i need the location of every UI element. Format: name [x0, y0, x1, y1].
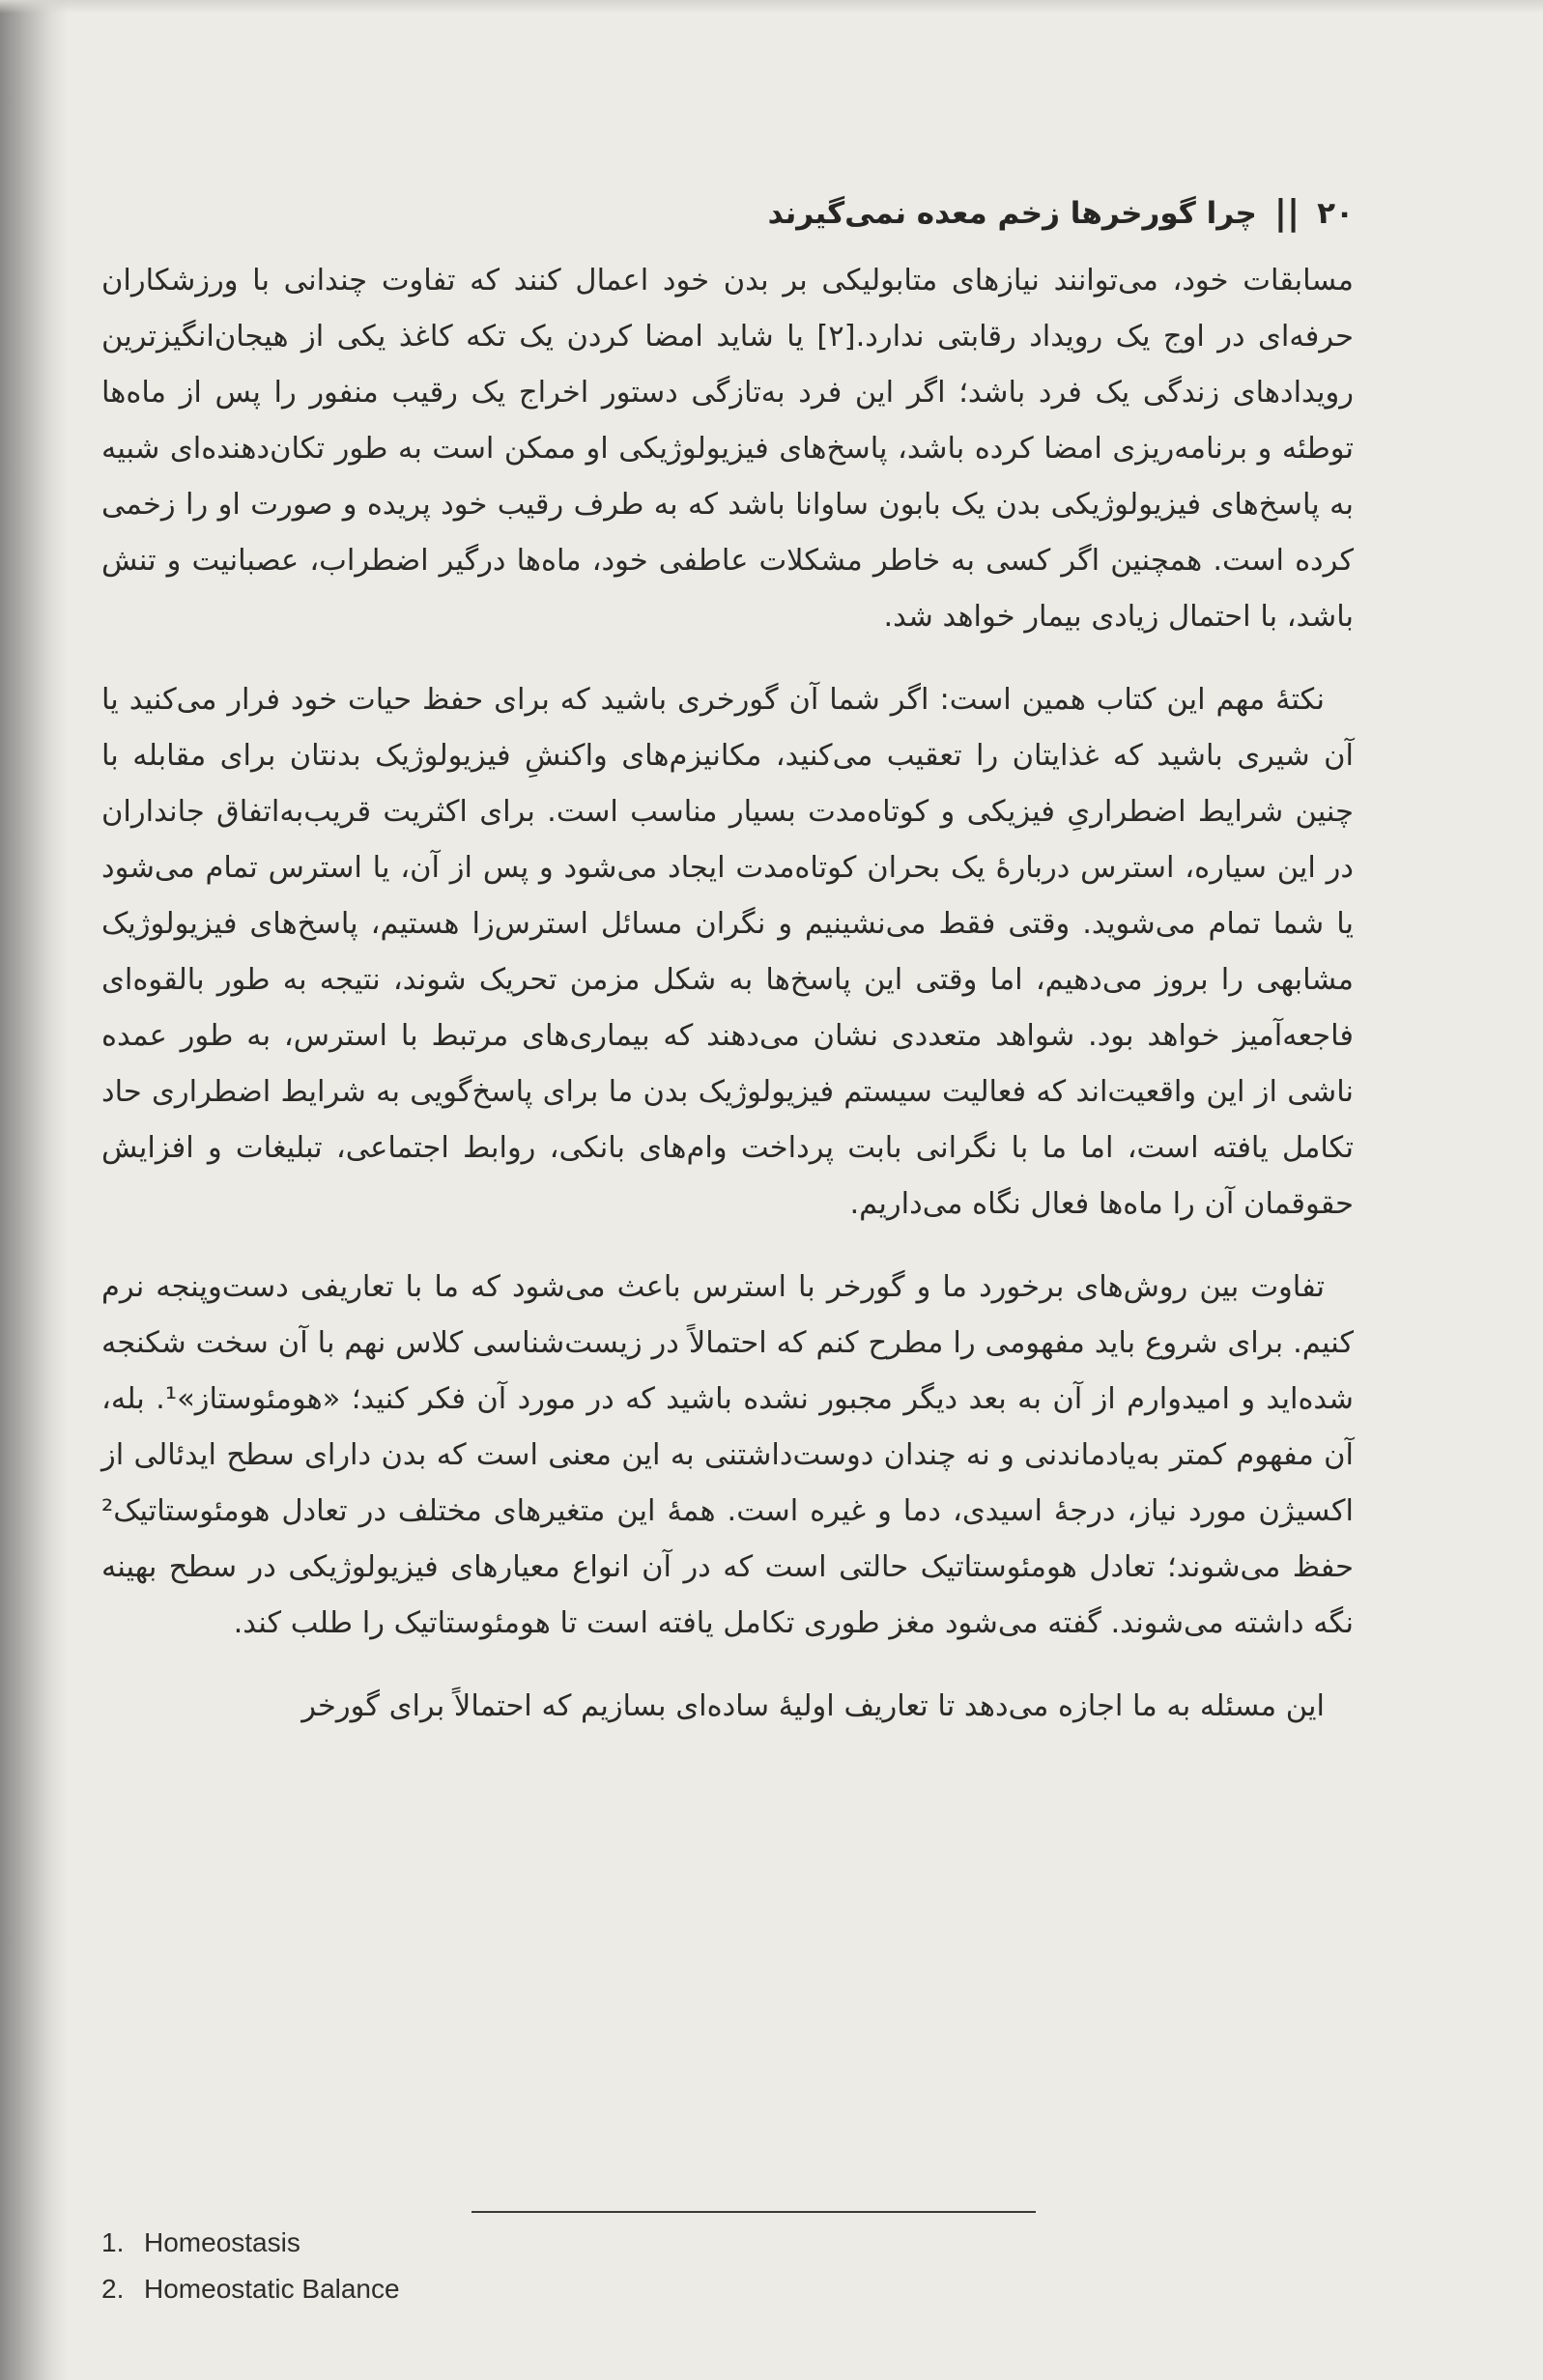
footnote-text: Homeostatic Balance — [144, 2274, 400, 2304]
header-separator: || — [1273, 193, 1300, 233]
footnote-number: 2. — [101, 2274, 125, 2304]
paragraph-2: نکتهٔ مهم این کتاب همین است: اگر شما آن گورخری باشید که برای حفظ حیات خود فرار می‌کنید یا آن شیری باشید که غذایتان را تعقیب می‌کنید، مکانیزم‌های واکنشِ فیزیولوژیک بدنتان برای مقابله با چنین شرایط اضطراریِ فیزیکی و کوتاه‌مدت بسیار مناسب است. برای اکثریت قریب‌به‌اتفاق جانداران در این سیاره، استرس دربارهٔ یک بحران کوتاه‌مدت ایجاد می‌شود و پس از آن، یا استرس تمام می‌شود یا شما تمام می‌شوید. وقتی فقط می‌نشینیم و نگران مسائل استرس‌زا هستیم، پاسخ‌های فیزیولوژیک مشابهی را بروز می‌دهیم، اما وقتی این پاسخ‌ها به شکل مزمن تحریک شوند، نتیجه به طور بالقوه‌ای فاجعه‌آمیز خواهد بود. شواهد متعددی نشان می‌دهند که بیماری‌های مرتبط با استرس، به طور عمده ناشی از این واقعیت‌اند که فعالیت سیستم فیزیولوژیک بدن ما برای پاسخ‌گویی به شرایط اضطراری حاد تکامل یافته است، اما ما با نگرانی بابت پرداخت وام‌های بانکی، روابط اجتماعی، تبلیغات و افزایش حقوقمان آن را ماه‌ها فعال نگاه می‌داریم. — [101, 683, 1354, 1221]
footnote-divider — [471, 2211, 1036, 2213]
book-binding-shadow — [0, 0, 68, 2380]
paragraph-4: این مسئله به ما اجازه می‌دهد تا تعاریف اولیهٔ ساده‌ای بسازیم که احتمالاً برای گورخر — [301, 1689, 1325, 1723]
page-number: ۲۰ — [1317, 195, 1354, 231]
paragraph-1: مسابقات خود، می‌توانند نیازهای متابولیکی بر بدن خود اعمال کنند که تفاوت چندانی با ورزشکاران حرفه‌ای در اوج یک رویداد رقابتی ندارد.[۲] یا شاید امضا کردن یک تکه کاغذ یکی از هیجان‌انگیزترین رویدادهای زندگی یک فرد باشد؛ اگر این فرد به‌تازگی دستور اخراج یک رقیب منفور را پس از ماه‌ها توطئه و برنامه‌ریزی امضا کرده باشد، پاسخ‌های فیزیولوژیکی او ممکن است به طور تکان‌دهنده‌ای شبیه به پاسخ‌های فیزیولوژیکی بدن یک بابون ساوانا باشد که به طرف رقیب خود پریده و صورت او را زخمی کرده است. همچنین اگر کسی به خاطر مشکلات عاطفی خود، ماه‌ها درگیر اضطراب، عصبانیت و تنش باشد، با احتمال زیادی بیمار خواهد شد. — [101, 264, 1355, 634]
page-body — [101, 253, 1354, 1762]
footnotes — [101, 2220, 400, 2312]
paragraph-3: تفاوت بین روش‌های برخورد ما و گورخر با استرس باعث می‌شود که ما با تعاریفی دست‌وپنجه نرم کنیم. برای شروع باید مفهومی را مطرح کنم که احتمالاً در زیست‌شناسی کلاس نهم با آن سخت شکنجه شده‌اید و امیدوارم از آن به بعد دیگر مجبور نشده باشید که در مورد آن فکر کنید؛ «هومئوستاز»¹. بله، آن مفهوم کمتر به‌یادماندنی و نه چندان دوست‌داشتنی به این معنی است که بدن دارای سطح ایدئالی از اکسیژن مورد نیاز، درجهٔ اسیدی، دما و غیره است. همهٔ این متغیرهای مختلف در تعادل هومئوستاتیک² حفظ می‌شوند؛ تعادل هومئوستاتیک حالتی است که در آن انواع معیارهای فیزیولوژیکی در سطح بهینه نگه داشته می‌شوند. گفته می‌شود مغز طوری تکامل یافته است تا هومئوستاتیک را طلب کند. — [101, 1270, 1354, 1640]
footnote-number: 1. — [101, 2227, 125, 2257]
book-title: چرا گورخرها زخم معده نمی‌گیرند — [767, 195, 1257, 231]
footnote-item — [101, 2266, 400, 2312]
footnote-item — [101, 2220, 400, 2266]
page-top-edge — [0, 0, 1543, 14]
footnote-text: Homeostasis — [144, 2227, 300, 2257]
running-head — [768, 193, 1354, 233]
